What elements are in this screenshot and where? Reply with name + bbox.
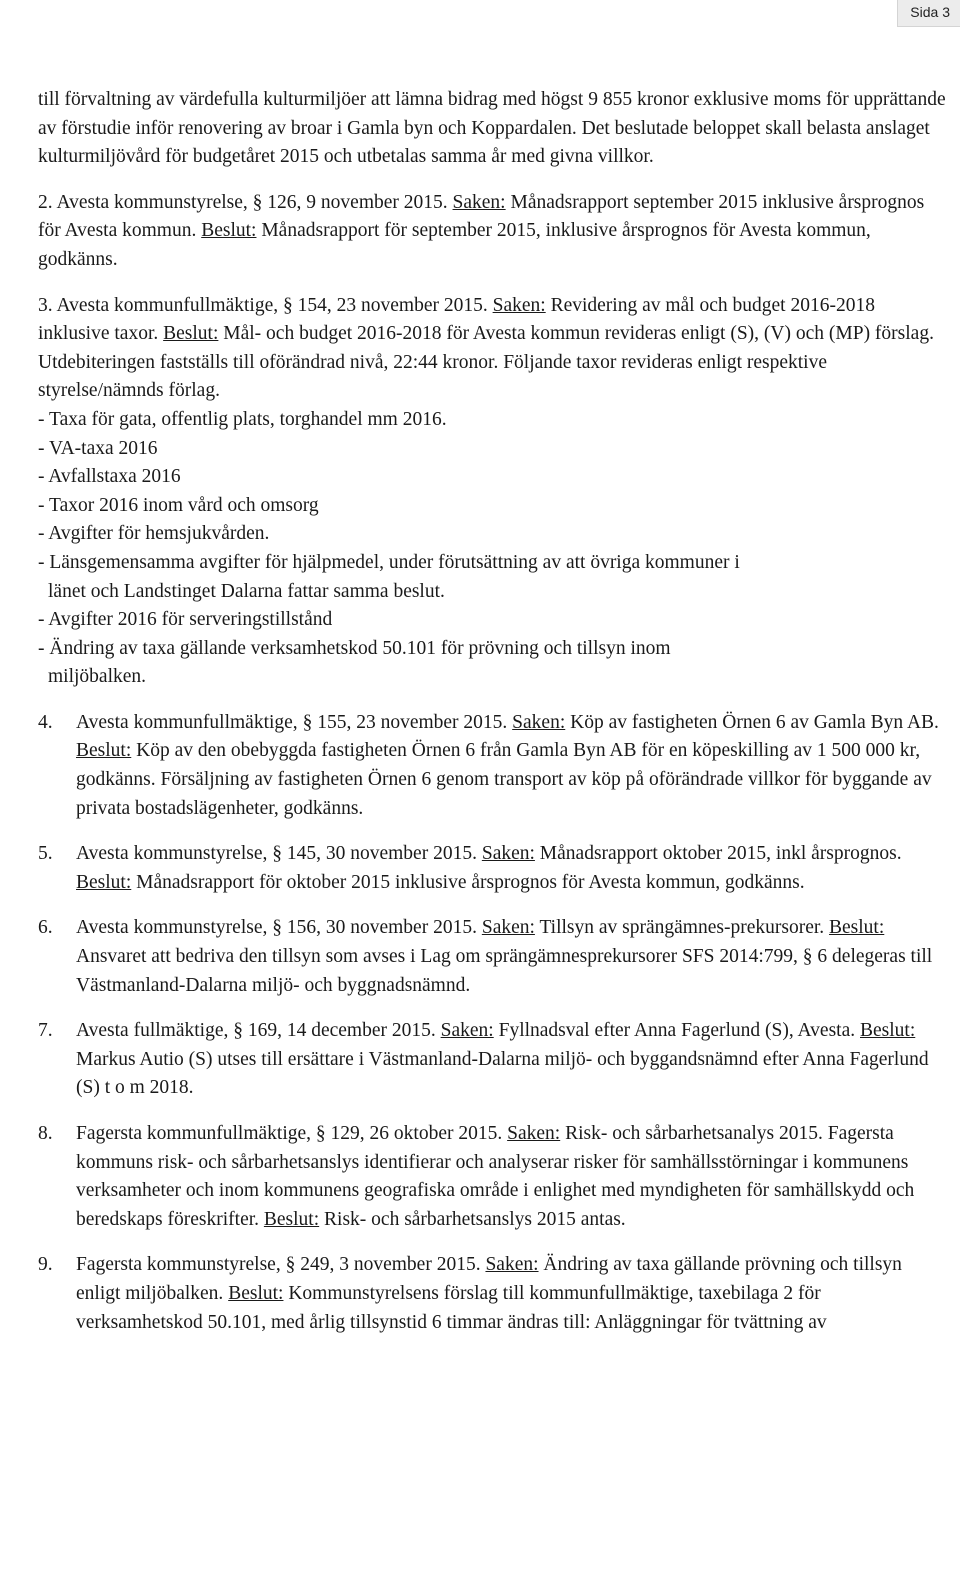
list-item: - Avgifter 2016 för serveringstillstånd bbox=[38, 609, 333, 631]
item-body: Avesta kommunstyrelse, bbox=[76, 843, 268, 865]
item-reference: 154, 23 november 2015. bbox=[292, 294, 493, 316]
item-body: Fagersta kommunfullmäktige, bbox=[76, 1123, 312, 1144]
item-body: Avesta fullmäktige, bbox=[76, 1020, 229, 1042]
item-number: 4. bbox=[38, 711, 53, 733]
saken-label: Saken: bbox=[481, 917, 535, 939]
item-reference: 145, 30 november 2015. bbox=[281, 843, 482, 865]
beslut-text: Mål- och budget 2016-2018 för Avesta kommun revideras enligt (S), (V) och (MP) förslag. Utdebiteringen fastställs till oförändrad nivå, 22:44 kronor. Följande taxor revideras enligt respektive styrelse/nämnds förlag. bbox=[38, 323, 934, 402]
list-item: - VA-taxa 2016 bbox=[38, 437, 158, 459]
saken-label: Saken: bbox=[440, 1020, 494, 1042]
item-body: Avesta kommunfullmäktige, bbox=[76, 711, 298, 733]
decision-item bbox=[38, 1251, 948, 1337]
beslut-text: Månadsrapport för september 2015, inklusive årsprognos för Avesta kommun, godkänns. bbox=[38, 220, 871, 270]
item-body: Fagersta kommunstyrelse, bbox=[76, 1254, 281, 1276]
section-symbol: § bbox=[802, 946, 813, 968]
decision-item bbox=[38, 292, 948, 406]
section-symbol: § bbox=[233, 1020, 243, 1042]
beslut-label: Beslut: bbox=[860, 1020, 916, 1042]
beslut-text-tail: 6 delegeras till Västmanland-Dalarna miljö- och byggnadsnämnd. bbox=[76, 946, 933, 996]
decision-item bbox=[38, 840, 948, 897]
list-item: - Länsgemensamma avgifter för hjälpmedel, under förutsättning av att övriga kommuner i bbox=[38, 551, 740, 573]
beslut-text: Risk- och sårbarhetsanslys 2015 antas. bbox=[319, 1208, 626, 1230]
item-number: 7. bbox=[38, 1020, 53, 1042]
list-item-continuation: länet och Landstinget Dalarna fattar samma beslut. bbox=[48, 580, 445, 602]
beslut-label: Beslut: bbox=[76, 871, 132, 893]
beslut-text: Ansvaret att bedriva den tillsyn som avses i Lag om sprängämnesprekursorer SFS 2014:799, bbox=[76, 946, 798, 968]
saken-label: Saken: bbox=[481, 843, 535, 865]
item-reference: 249, 3 november 2015. bbox=[295, 1254, 486, 1276]
list-item: - Taxor 2016 inom vård och omsorg bbox=[38, 494, 319, 516]
decision-item bbox=[38, 709, 948, 823]
saken-text: Fyllnadsval efter Anna Fagerlund (S), Avesta. bbox=[493, 1020, 860, 1042]
beslut-label: Beslut: bbox=[76, 740, 132, 762]
item-reference: 126, 9 november 2015. bbox=[262, 191, 453, 213]
saken-text: Köp av fastigheten Örnen 6 av Gamla Byn AB. bbox=[565, 711, 939, 733]
item-number: 2. bbox=[38, 191, 53, 213]
list-item: - Avfallstaxa 2016 bbox=[38, 466, 181, 488]
saken-text: Ändring av taxa gällande prövning och tillsyn enligt miljöbalken. bbox=[76, 1254, 902, 1304]
decision-item bbox=[38, 1120, 948, 1234]
section-symbol: § bbox=[252, 191, 263, 213]
decision-item bbox=[38, 189, 948, 275]
decision-item bbox=[38, 914, 948, 1000]
saken-label: Saken: bbox=[492, 294, 546, 316]
decision-item-block bbox=[38, 292, 948, 692]
saken-text: Revidering av mål och budget 2016-2018 inklusive taxor. bbox=[38, 294, 875, 345]
list-item: - Ändring av taxa gällande verksamhetskod 50.101 för prövning och tillsyn inom bbox=[38, 637, 671, 659]
saken-label: Saken: bbox=[507, 1123, 561, 1144]
beslut-text: Kommunstyrelsens förslag till kommunfullmäktige, taxebilaga 2 för verksamhetskod 50.101, med årlig tillsynstid 6 timmar ändras till: Anläggningar för tvättning av bbox=[76, 1282, 827, 1333]
item-number: 5. bbox=[38, 843, 53, 865]
saken-label: Saken: bbox=[512, 711, 566, 733]
document-body bbox=[38, 86, 948, 1354]
item-reference: 156, 30 november 2015. bbox=[281, 917, 482, 939]
item-number: 8. bbox=[38, 1123, 53, 1144]
item-number: 3. bbox=[38, 294, 53, 316]
item-number: 6. bbox=[38, 917, 53, 939]
saken-label: Saken: bbox=[485, 1254, 539, 1276]
section-symbol: § bbox=[302, 711, 313, 733]
saken-text: Tillsyn av sprängämnes-prekursorer. bbox=[534, 917, 830, 939]
saken-label: Saken: bbox=[452, 191, 506, 213]
section-symbol: § bbox=[272, 843, 282, 865]
item-reference: 155, 23 november 2015. bbox=[312, 711, 513, 733]
beslut-label: Beslut: bbox=[163, 323, 219, 345]
item-reference: 169, 14 december 2015. bbox=[242, 1020, 441, 1042]
list-item: - Avgifter för hemsjukvården. bbox=[38, 523, 270, 545]
saken-text: Månadsrapport september 2015 inklusive årsprognos för Avesta kommun. bbox=[38, 191, 925, 242]
decision-item bbox=[38, 1017, 948, 1103]
section-symbol: § bbox=[285, 1254, 296, 1276]
item-body: Avesta kommunstyrelse, bbox=[56, 191, 248, 213]
section-symbol: § bbox=[283, 294, 293, 316]
item-body: Avesta kommunfullmäktige, bbox=[56, 294, 279, 316]
beslut-label: Beslut: bbox=[829, 917, 885, 939]
saken-text: Risk- och sårbarhetsanalys 2015. Fagersta kommuns risk- och sårbarhetsanslys identifierar och analyserar risker för samhällsstörningar i kommunens verksamheter och inom kommunens geografiska område i enlighet med myndigheten för samhällskydd och beredskaps föreskrifter. bbox=[76, 1123, 915, 1230]
list-item: - Taxa för gata, offentlig plats, torghandel mm 2016. bbox=[38, 408, 447, 430]
beslut-label: Beslut: bbox=[201, 220, 257, 242]
item-body: Avesta kommunstyrelse, bbox=[76, 917, 268, 939]
beslut-text: Markus Autio (S) utses till ersättare i Västmanland-Dalarna miljö- och byggandsnämnd efter Anna Fagerlund (S) t o m 2018. bbox=[76, 1048, 929, 1099]
beslut-text: Månadsrapport för oktober 2015 inklusive årsprognos för Avesta kommun, godkänns. bbox=[131, 871, 805, 893]
item-number: 9. bbox=[38, 1254, 53, 1276]
tax-list bbox=[38, 406, 948, 692]
beslut-label: Beslut: bbox=[228, 1282, 284, 1304]
section-symbol: § bbox=[315, 1123, 326, 1144]
beslut-label: Beslut: bbox=[263, 1208, 320, 1230]
saken-text: Månadsrapport oktober 2015, inkl årsprognos. bbox=[534, 843, 902, 865]
intro-paragraph: till förvaltning av värdefulla kulturmiljöer att lämna bidrag med högst 9 855 kronor exklusive moms för upprättande av förstudie inför renovering av broar i Gamla byn och Koppardalen. Det beslutade beloppet skall belasta anslaget kulturmiljövård för budgetåret 2015 och utbetalas samma år med givna villkor. bbox=[38, 89, 946, 168]
beslut-text: Köp av den obebyggda fastigheten Örnen 6 från Gamla Byn AB för en köpeskilling av 1 500 000 kr, godkänns. Försäljning av fastigheten Örnen 6 genom transport av köp på oförändrade villkor för byggande av privata bostadslägenheter, godkänns. bbox=[76, 740, 932, 819]
list-item-continuation: miljöbalken. bbox=[48, 666, 147, 688]
item-reference: 129, 26 oktober 2015. bbox=[325, 1123, 508, 1144]
page-number-label: Sida 3 bbox=[897, 0, 960, 27]
section-symbol: § bbox=[272, 917, 282, 939]
